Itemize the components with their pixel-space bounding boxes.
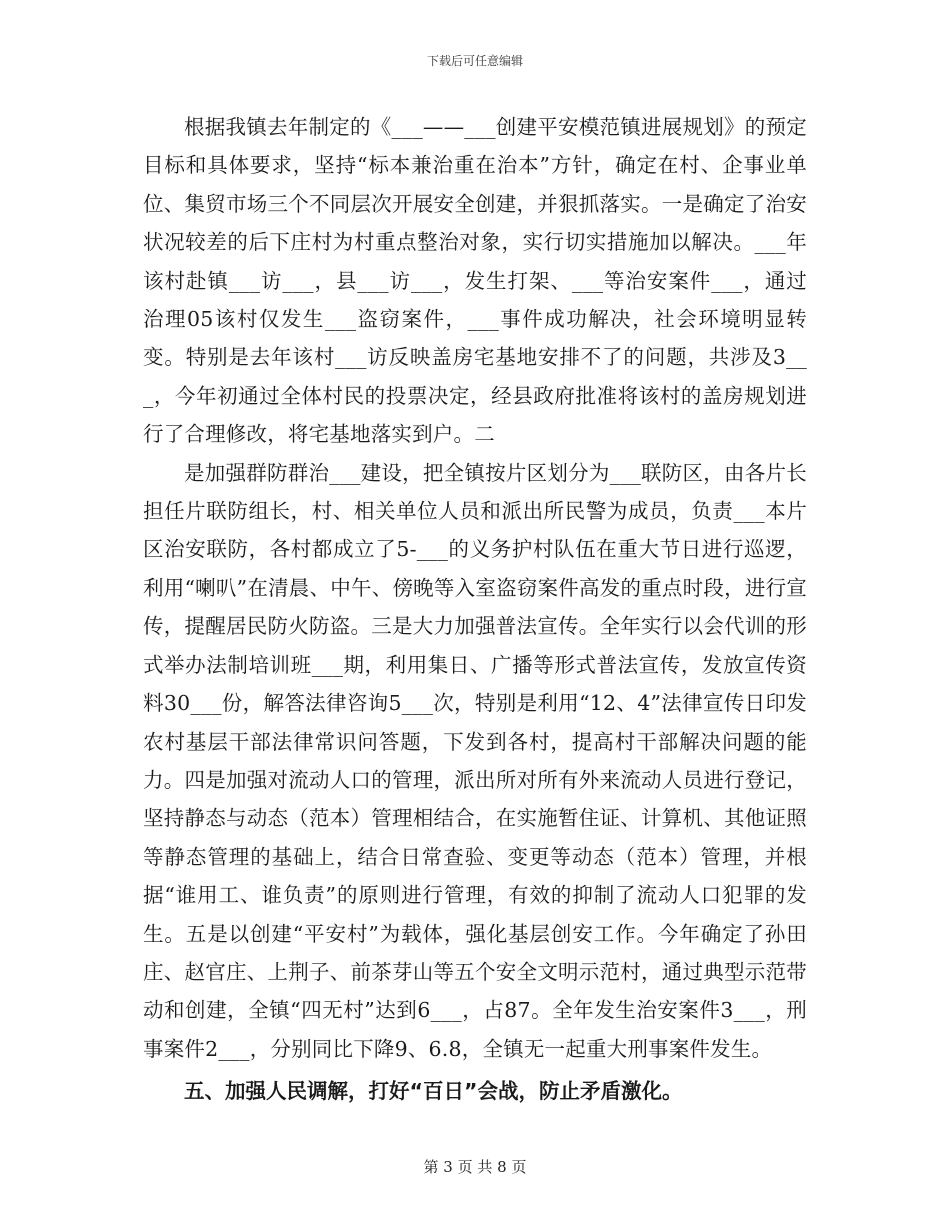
page-header: 下载后可任意编辑	[426, 54, 523, 68]
paragraph-1: 根据我镇去年制定的《___——___创建平安模范镇进展规划》的预定目标和具体要求，坚持“标本兼治重在治本”方针，确定在村、企事业单位、集贸市场三个不同层次开展安全创建，并狠抓落实。一是确定了治安状况较差的后下庄村为村重点整治对象，实行切实措施加以解决。___年该村赴镇___访___，县___访___，发生打架、___等治安案件___，通过治理05该村仅发生___盗窃案件，___事件成功解决，社会环境明显转变。特别是去年该村___访反映盖房宅基地安排不了的问题，共涉及3___，今年初通过全体村民的投票决定，经县政府批准将该村的盖房规划进行了合理修改，将宅基地落实到户。二	[143, 115, 807, 447]
page-number-footer: 第 3 页 共 8 页	[423, 1158, 527, 1176]
document-body	[143, 108, 807, 1110]
section-heading: 五、加强人民调解，打好“百日”会战，防止矛盾激化。	[184, 1079, 683, 1104]
paragraph-2: 是加强群防群治___建设，把全镇按片区划分为___联防区，由各片长担任片联防组长，村、相关单位人员和派出所民警为成员，负责___本片区治安联防，各村都成立了5-___的义务护村队伍在重大节日进行巡逻，利用“喇叭”在清晨、中午、傍晚等入室盗窃案件高发的重点时段，进行宣传，提醒居民防火防盗。三是大力加强普法宣传。全年实行以会代训的形式举办法制培训班___期，利用集日、广播等形式普法宣传，发放宣传资料30___份，解答法律咨询5___次，特别是利用“12、4”法律宣传日印发农村基层干部法律常识问答题，下发到各村，提高村干部解决问题的能力。四是加强对流动人口的管理，派出所对所有外来流动人员进行登记，坚持静态与动态（范本）管理相结合，在实施暂住证、计算机、其他证照等静态管理的基础上，结合日常查验、变更等动态（范本）管理，并根据“谁用工、谁负责”的原则进行管理，有效的抑制了流动人口犯罪的发生。五是以创建“平安村”为载体，强化基层创安工作。今年确定了孙田庄、赵官庄、上荆子、前茶芽山等五个安全文明示范村，通过典型示范带动和创建，全镇“四无村”达到6___，占87。全年发生治安案件3___，刑事案件2___，分别同比下降9、6.8，全镇无一起重大刑事案件发生。	[143, 460, 807, 1061]
